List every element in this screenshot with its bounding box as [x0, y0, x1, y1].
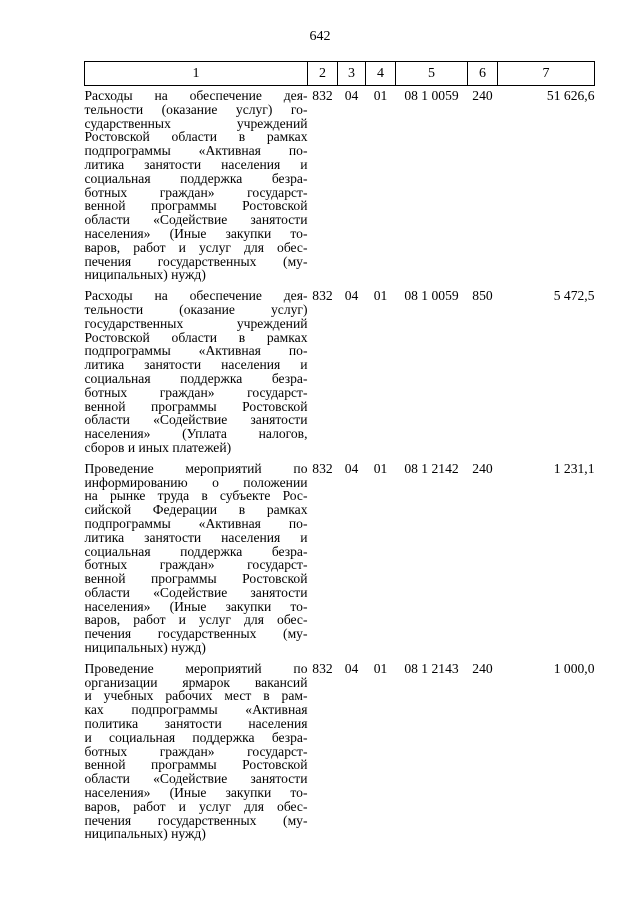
budget-table [84, 61, 595, 845]
description-line: подпрограммы «Активная по- [84, 343, 308, 359]
cell-code-expense-type: 240 [472, 660, 493, 676]
description-line: печения государственных (му- [84, 253, 308, 269]
description-line: социальная поддержка безра- [84, 370, 308, 386]
header-col-6: 6 [468, 62, 498, 86]
description-line: подпрограммы «Активная по- [84, 515, 308, 531]
description-line: социальная поддержка безра- [84, 170, 308, 186]
description-line: и социальная поддержка безра- [84, 729, 308, 745]
cell-code-section: 04 [344, 88, 359, 103]
header-col-1: 1 [85, 62, 308, 86]
description-line: варов, работ и услуг для обес- [84, 612, 308, 628]
table-row [85, 459, 595, 659]
page-number: 642 [309, 29, 331, 44]
cell-code-section: 04 [344, 288, 359, 304]
description-line: литика занятости населения и [84, 529, 308, 545]
description-line: Ростовской области в рамках [84, 329, 308, 345]
description-line: области «Содействие занятости [84, 584, 308, 600]
cell-code-ministry: 832 [312, 88, 333, 103]
description-line: области «Содействие занятости [84, 771, 308, 787]
table-row [85, 286, 595, 459]
description-line: информированию о положении [84, 474, 308, 490]
description-line: сударственных учреждений [84, 115, 308, 131]
cell-code-subsection: 01 [373, 288, 388, 304]
description-line: сборов и иных платежей) [84, 439, 232, 455]
header-col-3: 3 [338, 62, 366, 86]
cell-amount: 5 472,5 [553, 288, 595, 304]
cell-code-target: 08 1 0059 [404, 88, 459, 103]
cell-code-target: 08 1 2142 [404, 460, 459, 476]
cell-code-ministry: 832 [312, 460, 333, 476]
description-line: подпрограммы «Активная по- [84, 143, 308, 159]
description-line: венной программы Ростовской [84, 571, 308, 587]
cell-code-target: 08 1 0059 [404, 288, 459, 304]
cell-code-ministry: 832 [312, 660, 333, 676]
table-row [85, 86, 595, 287]
description-line: населения» (Уплата налогов, [84, 426, 308, 442]
description-line: ках подпрограммы «Активная [84, 702, 308, 718]
row-description [85, 286, 308, 459]
cell-amount: 1 231,1 [553, 460, 595, 476]
description-line: венной программы Ростовской [84, 757, 308, 773]
header-col-7: 7 [498, 62, 595, 86]
description-line: ботных граждан» государст- [84, 743, 308, 759]
cell-code-section: 04 [344, 660, 359, 676]
cell-code-expense-type: 240 [472, 88, 493, 103]
cell-code-target: 08 1 2143 [404, 660, 459, 676]
cell-code-subsection: 01 [373, 460, 388, 476]
description-line: на рынке труда в субъекте Рос- [84, 488, 308, 504]
cell-amount: 51 626,6 [546, 88, 595, 103]
cell-code-section: 04 [344, 460, 359, 476]
description-line: ниципальных) нужд) [84, 267, 206, 283]
row-description [85, 86, 308, 287]
description-line: ботных граждан» государст- [84, 184, 308, 200]
description-line: венной программы Ростовской [84, 198, 308, 214]
description-line: социальная поддержка безра- [84, 543, 308, 559]
header-col-2: 2 [308, 62, 338, 86]
description-line: населения» (Иные закупки то- [84, 598, 308, 614]
cell-code-ministry: 832 [312, 288, 333, 304]
description-line: варов, работ и услуг для обес- [84, 798, 308, 814]
description-line: сийской Федерации в рамках [84, 502, 308, 518]
description-line: государственных учреждений [84, 315, 308, 331]
description-line: области «Содействие занятости [84, 212, 308, 228]
description-line: населения» (Иные закупки то- [84, 785, 308, 801]
row-description [85, 659, 308, 845]
description-line: ниципальных) нужд) [84, 826, 206, 842]
description-line: Проведение мероприятий по [84, 660, 308, 676]
description-line: ниципальных) нужд) [84, 640, 206, 656]
description-line: населения» (Иные закупки то- [84, 225, 308, 241]
header-col-4: 4 [366, 62, 396, 86]
description-line: Расходы на обеспечение дея- [84, 288, 308, 304]
description-line: Проведение мероприятий по [84, 460, 308, 476]
description-line: ботных граждан» государст- [84, 557, 308, 573]
description-line: литика занятости населения и [84, 156, 308, 172]
description-line: печения государственных (му- [84, 812, 308, 828]
cell-code-subsection: 01 [373, 88, 388, 103]
cell-code-subsection: 01 [373, 660, 388, 676]
cell-code-expense-type: 850 [472, 288, 493, 304]
description-line: организации ярмарок вакансий [84, 674, 308, 690]
description-line: венной программы Ростовской [84, 398, 308, 414]
description-line: варов, работ и услуг для обес- [84, 239, 308, 255]
header-col-5: 5 [396, 62, 468, 86]
description-line: Расходы на обеспечение дея- [84, 88, 308, 103]
table-row [85, 659, 595, 845]
description-line: Ростовской области в рамках [84, 129, 308, 145]
description-line: ботных граждан» государст- [84, 384, 308, 400]
row-description [85, 459, 308, 659]
description-line: печения государственных (му- [84, 626, 308, 642]
description-line: и учебных рабочих мест в рам- [84, 688, 308, 704]
header-row [85, 62, 595, 86]
cell-amount: 1 000,0 [553, 660, 595, 676]
cell-code-expense-type: 240 [472, 460, 493, 476]
description-line: литика занятости населения и [84, 357, 308, 373]
description-line: политика занятости населения [84, 716, 308, 732]
description-line: тельности (оказание услуг) го- [84, 101, 308, 117]
description-line: области «Содействие занятости [84, 412, 308, 428]
description-line: тельности (оказание услуг) [84, 301, 308, 317]
